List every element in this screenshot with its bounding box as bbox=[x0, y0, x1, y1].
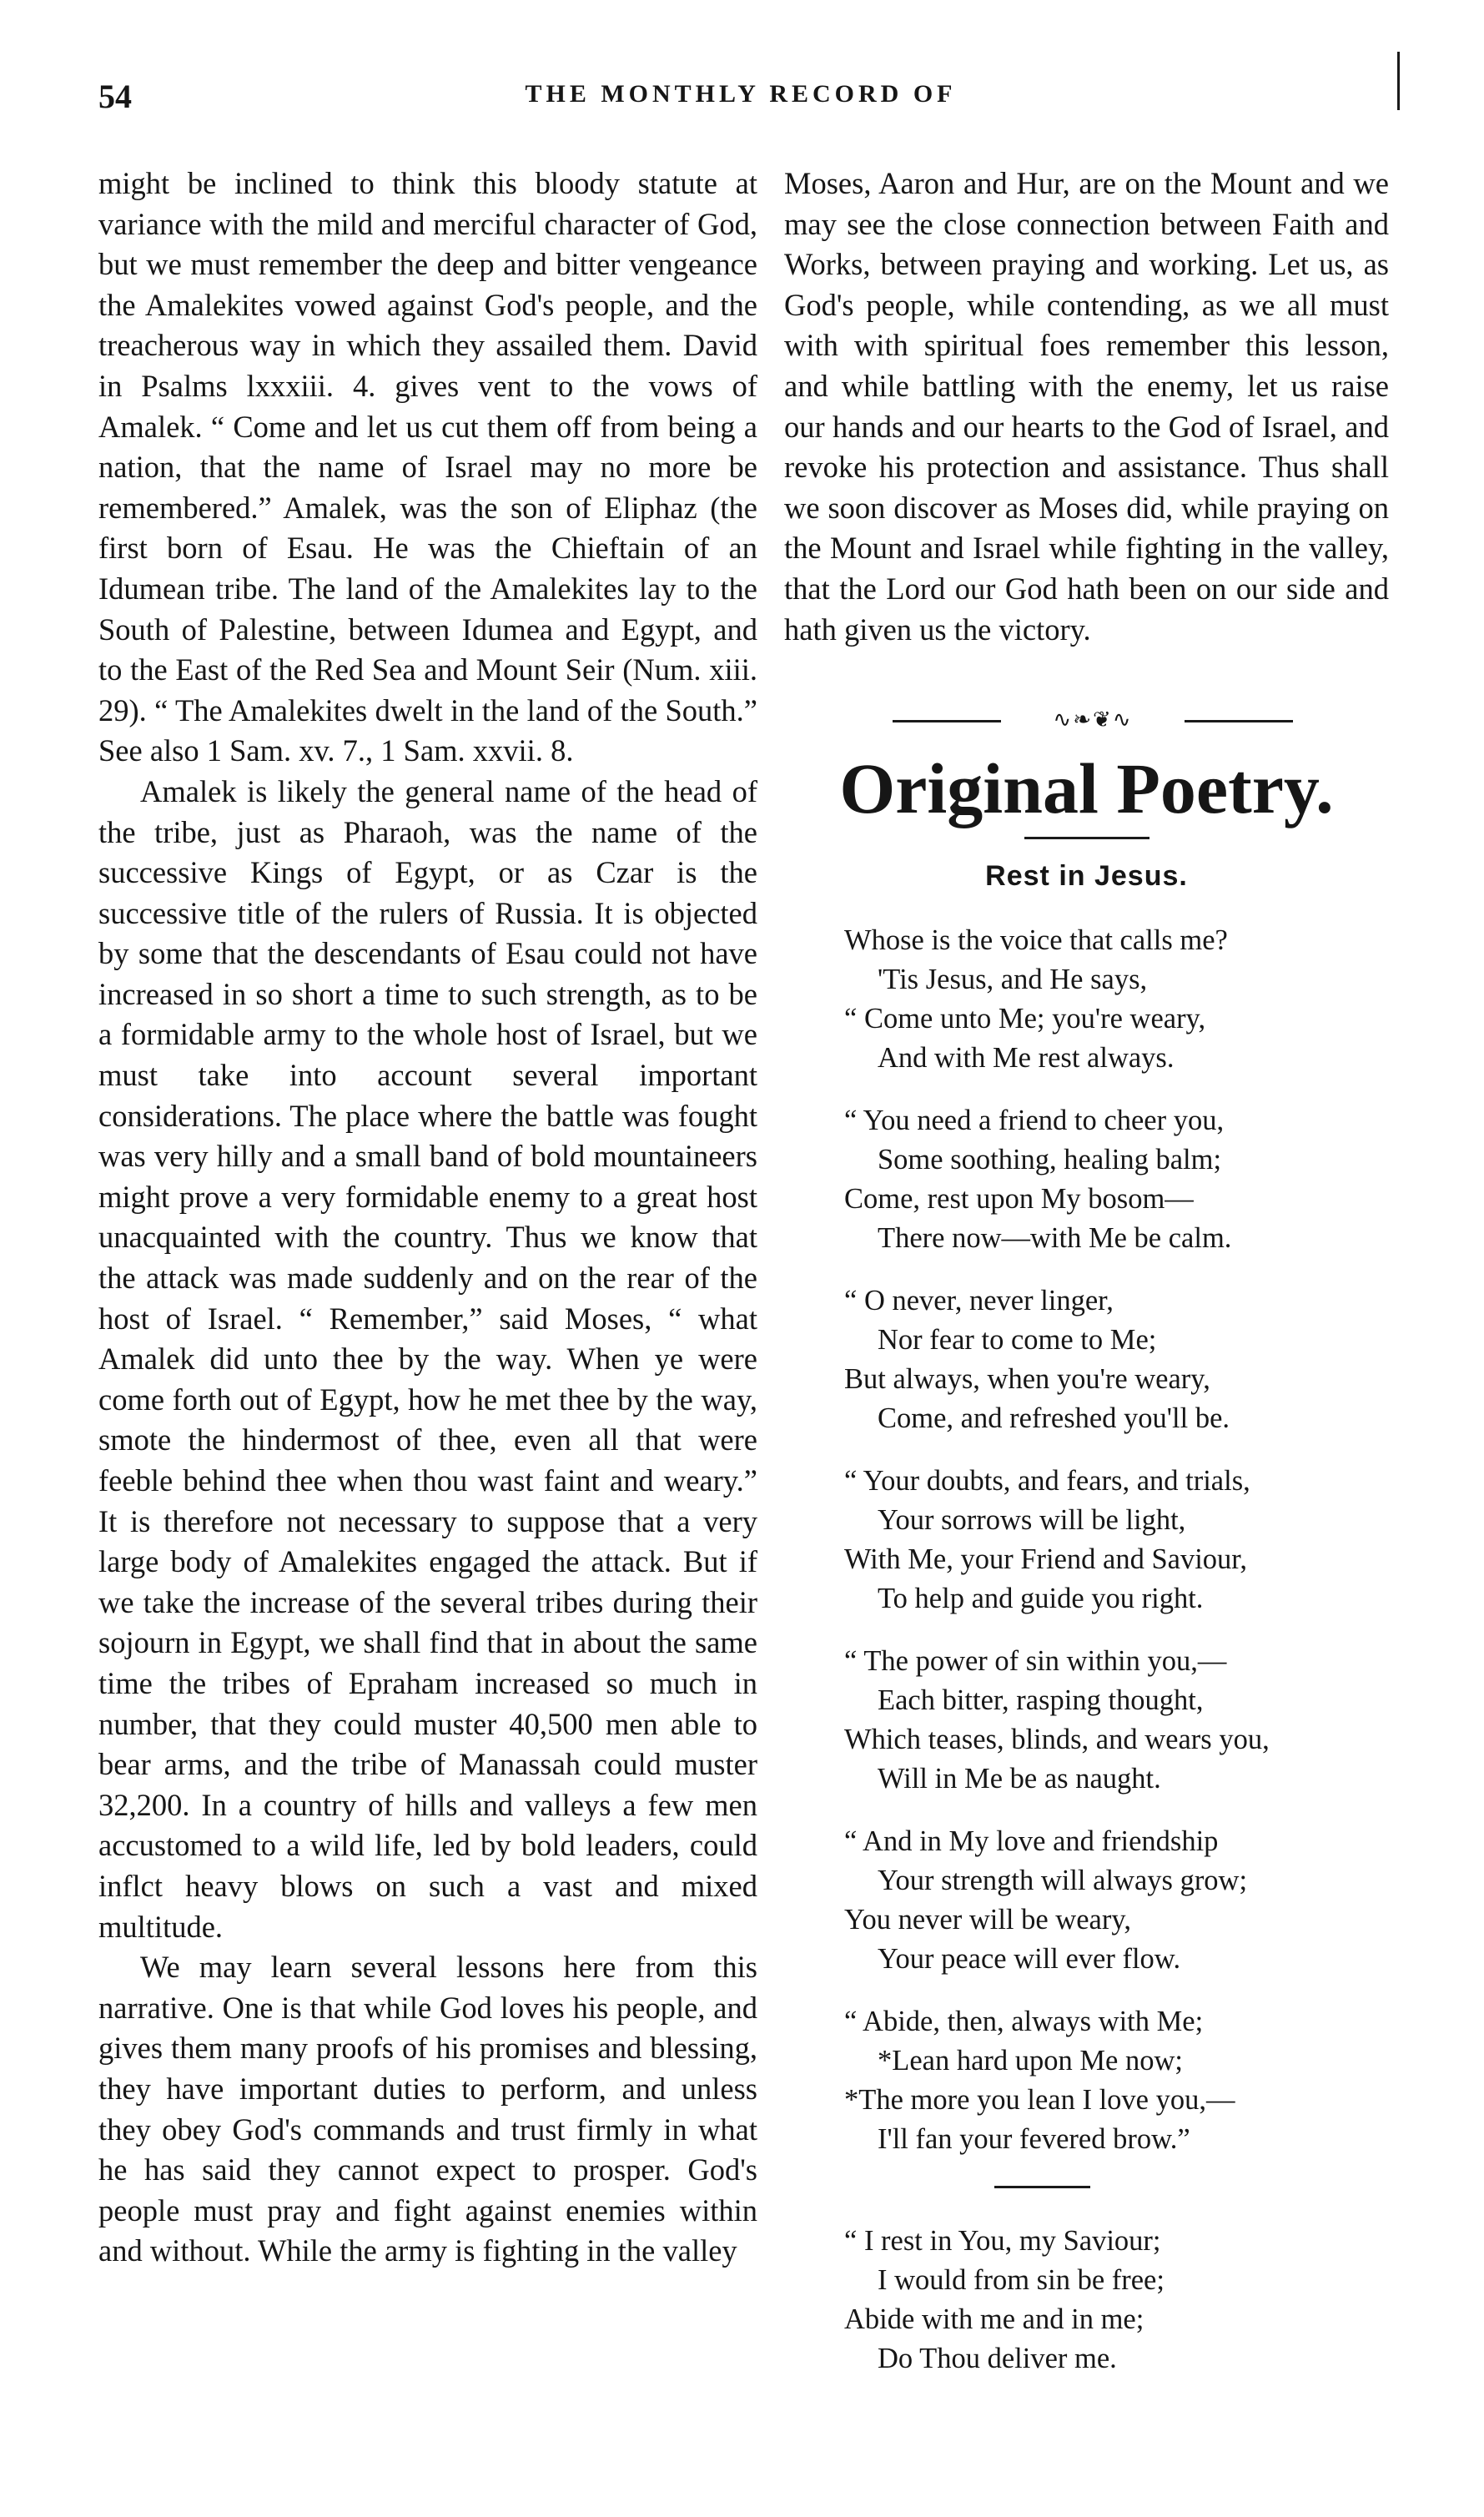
poem-title: Rest in Jesus. bbox=[985, 860, 1188, 893]
poem bbox=[784, 921, 1389, 2159]
verse-line: “ Abide, then, always with Me; bbox=[844, 2006, 1204, 2038]
verse-line: Your sorrows will be light, bbox=[878, 1504, 1186, 1537]
ornamental-divider bbox=[893, 708, 1293, 733]
verse-line: And with Me rest always. bbox=[878, 1042, 1175, 1075]
verse-line: With Me, your Friend and Saviour, bbox=[844, 1543, 1248, 1576]
verse-line: I'll fan your fevered brow.” bbox=[878, 2123, 1190, 2156]
heading-rule bbox=[1024, 837, 1149, 839]
closing-stanza bbox=[784, 2222, 1389, 2379]
verse-line: “ O never, never linger, bbox=[844, 1285, 1114, 1317]
verse-line: 'Tis Jesus, and He says, bbox=[878, 964, 1148, 996]
verse-line: “ The power of sin within you,— bbox=[844, 1645, 1227, 1678]
verse-line: Abide with me and in me; bbox=[844, 2303, 1144, 2336]
ornament-flourish: ∿❧❦∿ bbox=[1001, 708, 1185, 732]
poem-separator-rule bbox=[994, 2186, 1090, 2188]
verse-line: Will in Me be as naught. bbox=[878, 1763, 1161, 1795]
verse-line: “ Come unto Me; you're weary, bbox=[844, 1003, 1206, 1035]
verse-line: Whose is the voice that calls me? bbox=[844, 924, 1228, 957]
verse-line: “ You need a friend to cheer you, bbox=[844, 1105, 1225, 1137]
paragraph: might be inclined to think this bloody statute at variance with the mild and merciful character of God, but we must remember the deep and bitter vengeance the Amalekites vowed against God's people, and the treacherous way in which they assailed them. David in Psalms lxxxiii. 4. gives vent to the vows of Amalek. “ Come and let us cut them off from being a nation, that the name of Israel may no more be remembered.” Amalek, was the son of Eliphaz (the first born of Esau. He was the Chieftain of an Idumean tribe. The land of the Amalekites lay to the South of Palestine, between Idumea and Egypt, and to the East of the Red Sea and Mount Seir (Num. xiii. 29). “ The Amalekites dwelt in the land of the South.” See also 1 Sam. xv. 7., 1 Sam. xxvii. 8. bbox=[98, 166, 757, 768]
verse-line: “ I rest in You, my Saviour; bbox=[844, 2225, 1161, 2258]
verse-line: There now—with Me be calm. bbox=[878, 1222, 1232, 1255]
verse-line: “ Your doubts, and fears, and trials, bbox=[844, 1465, 1250, 1498]
stanza bbox=[844, 1101, 1389, 1258]
verse-line: To help and guide you right. bbox=[878, 1583, 1204, 1615]
verse-line: *The more you lean I love you,— bbox=[844, 2084, 1235, 2117]
stanza bbox=[844, 921, 1389, 1078]
verse-line: I would from sin be free; bbox=[878, 2264, 1165, 2297]
stanza bbox=[844, 1642, 1389, 1799]
page-edge-mark bbox=[1397, 52, 1400, 110]
verse-line: Each bitter, rasping thought, bbox=[878, 1684, 1204, 1717]
verse-line: Your strength will always grow; bbox=[878, 1865, 1248, 1897]
left-column bbox=[98, 164, 757, 2272]
verse-line: Which teases, blinds, and wears you, bbox=[844, 1724, 1270, 1756]
page-number: 54 bbox=[98, 78, 132, 115]
section-heading: Original Poetry. bbox=[839, 748, 1334, 829]
verse-line: Do Thou deliver me. bbox=[878, 2343, 1117, 2375]
right-column bbox=[784, 164, 1389, 2379]
paragraph: Amalek is likely the general name of the head of the tribe, just as Pharaoh, was the name of the successive Kings of Egypt, or as Czar is the successive title of the rulers of Russia. It is objected by some that the descendants of Esau could not have increased in so short a time to such strength, as to be a formidable army to the whole host of Israel, but we must take into account several important considerations. The place where the battle was fought was very hilly and a small band of bold mountaineers might prove a very formidable enemy to a great host unacquainted with the country. Thus we know that the attack was made suddenly and on the rear of the host of Israel. “ Remember,” said Moses, “ what Amalek did unto thee by the way. When ye were come forth out of Egypt, how he met thee by the way, smote the hindermost of thee, even all that were feeble behind thee when thou wast faint and weary.” It is therefore not necessary to suppose that a very large body of Amalekites engaged the attack. But if we take the increase of the several tribes during their sojourn in Egypt, we shall find that in about the same time the tribes of Epraham increased so much in number, that they could muster 40,500 men able to bear arms, and the tribe of Manassah could muster 32,200. In a country of hills and valleys a few men accustomed to a wild life, led by bold leaders, could inflct heavy blows on such a vast and mixed multitude. bbox=[98, 773, 757, 1944]
verse-line: But always, when you're weary, bbox=[844, 1363, 1210, 1396]
verse-line: You never will be weary, bbox=[844, 1904, 1131, 1936]
continuation-paragraph: Moses, Aaron and Hur, are on the Mount and we may see the close connection between Faith and Works, between praying and working. Let us, as God's people, while contending, as we all must with with spiritual foes remember this lesson, and while battling with the enemy, let us raise our hands and our hearts to the God of Israel, and revoke his protection and assistance. Thus shall we soon discover as Moses did, while praying on the Mount and Israel while fighting in the valley, that the Lord our God hath been on our side and hath given us the victory. bbox=[784, 166, 1389, 647]
page-header bbox=[98, 77, 1383, 117]
stanza bbox=[844, 1822, 1389, 1979]
stanza bbox=[844, 1462, 1389, 1618]
stanza bbox=[844, 2002, 1389, 2159]
verse-line: Nor fear to come to Me; bbox=[878, 1324, 1157, 1357]
running-head: THE MONTHLY RECORD OF bbox=[525, 80, 957, 108]
paragraph: We may learn several lessons here from this narrative. One is that while God loves his people, and gives them many proofs of his promises and blessing, they have important duties to perform, and unless they obey God's commands and trust firmly in what he has said they cannot expect to prosper. God's people must pray and fight against enemies within and without. While the army is fighting in the valley bbox=[98, 1950, 757, 2268]
verse-line: Your peace will ever flow. bbox=[878, 1943, 1181, 1976]
verse-line: *Lean hard upon Me now; bbox=[878, 2045, 1183, 2077]
verse-line: Come, and refreshed you'll be. bbox=[878, 1402, 1230, 1435]
verse-line: Some soothing, healing balm; bbox=[878, 1144, 1222, 1176]
verse-line: Come, rest upon My bosom— bbox=[844, 1183, 1194, 1216]
verse-line: “ And in My love and friendship bbox=[844, 1825, 1219, 1858]
stanza bbox=[844, 1281, 1389, 1438]
